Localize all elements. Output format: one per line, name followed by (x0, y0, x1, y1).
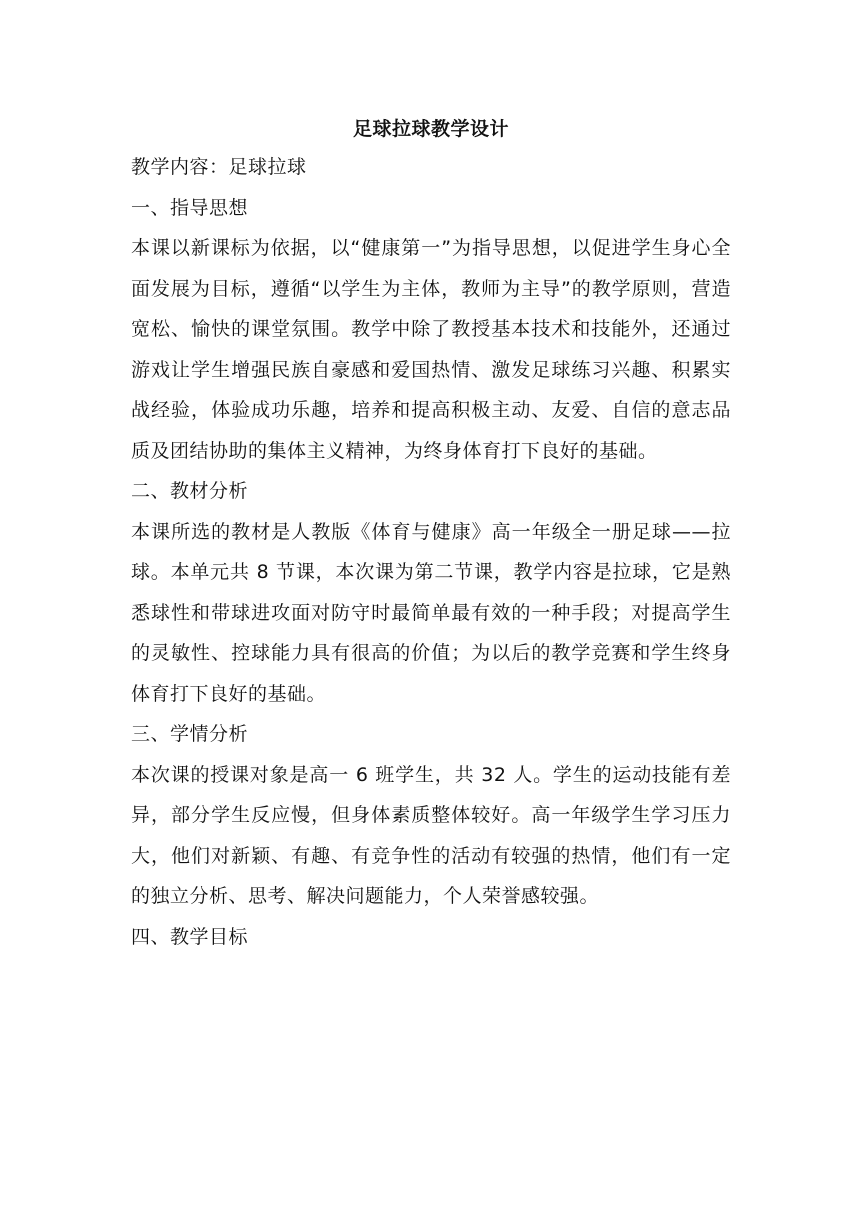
teaching-content-label: 教学内容：足球拉球 (131, 156, 307, 178)
section-heading-student-analysis: 三、学情分析 (131, 723, 249, 745)
section-heading-material-analysis: 二、教材分析 (131, 480, 249, 502)
section-body-student-analysis: 本次课的授课对象是高一 6 班学生，共 32 人。学生的运动技能有差异，部分学生反应慢，但身体素质整体较好。高一年级学生学习压力大，他们对新颖、有趣、有竞争性的活动有较强的热情，他们有一定的独立分析、思考、解决问题能力，个人荣誉感较强。 (131, 763, 731, 907)
section-heading-guiding-ideology: 一、指导思想 (131, 196, 249, 219)
document-content (131, 111, 731, 957)
document-title: 足球拉球教学设计 (352, 118, 509, 140)
section-body-material-analysis: 本课所选的教材是人教版《体育与健康》高一年级全一册足球——拉球。本单元共 8 节课，本次课为第二节课，教学内容是拉球，它是熟悉球性和带球进攻面对防守时最简单最有效的一种手段；对提高学生的灵敏性、控球能力具有很高的价值；为以后的教学竞赛和学生终身体育打下良好的基础。 (131, 520, 731, 705)
section-body-guiding-ideology: 本课以新课标为依据，以“健康第一”为指导思想，以促进学生身心全面发展为目标，遵循“以学生为主体，教师为主导”的教学原则，营造宽松、愉快的课堂氛围。教学中除了教授基本技术和技能外，还通过游戏让学生增强民族自豪感和爱国热情、激发足球练习兴趣、积累实战经验，体验成功乐趣，培养和提高积极主动、友爱、自信的意志品质及团结协助的集体主义精神，为终身体育打下良好的基础。 (131, 237, 731, 462)
section-heading-teaching-objectives: 四、教学目标 (131, 925, 249, 948)
